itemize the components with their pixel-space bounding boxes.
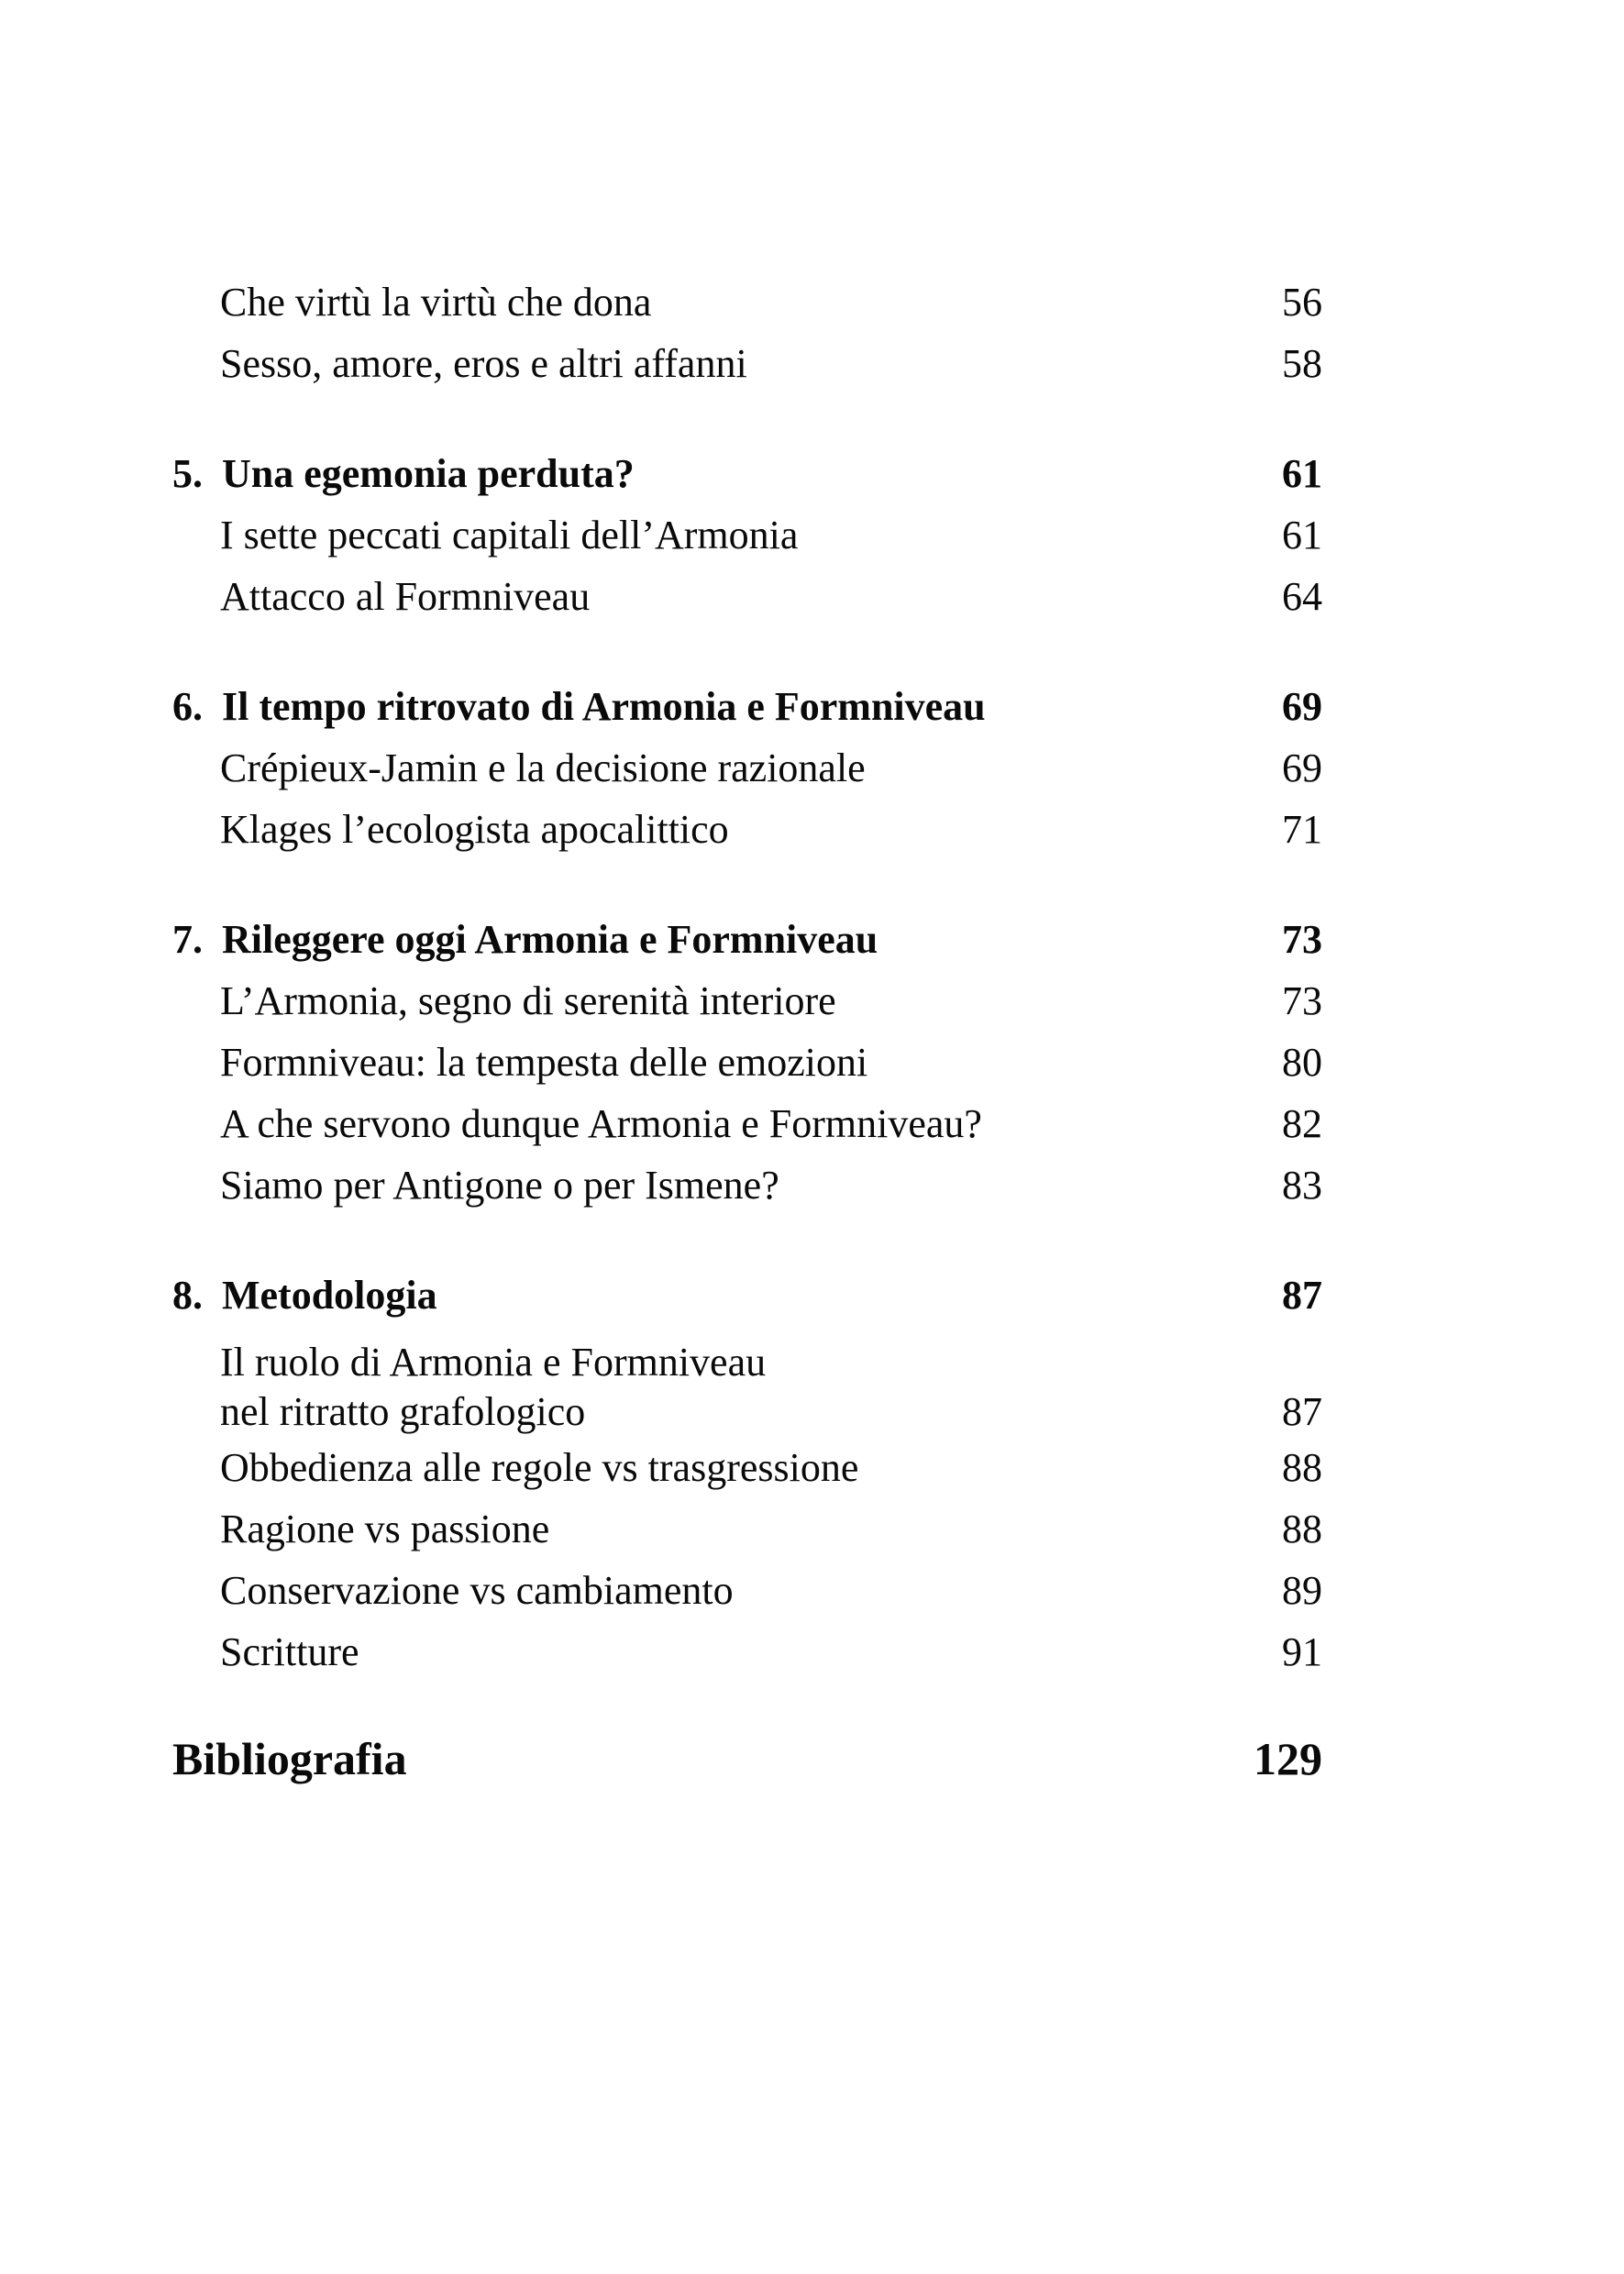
toc-entry[interactable] [172, 504, 1322, 566]
chapter-number: 8. [172, 1273, 203, 1318]
toc-chapter-5 [172, 443, 1322, 627]
chapter-title: Il tempo ritrovato di Armonia e Formniveau [222, 684, 986, 729]
bibliography-page: 129 [1254, 1733, 1322, 1784]
bibliography-entry[interactable] [172, 1728, 1322, 1790]
toc-entry[interactable] [172, 1560, 1322, 1621]
toc-entry[interactable] [172, 1093, 1322, 1154]
entry-page: 58 [1282, 341, 1322, 386]
entry-title: Formniveau: la tempesta delle emozioni [220, 1040, 868, 1085]
chapter-number: 7. [172, 917, 203, 962]
chapter-heading[interactable] [172, 1264, 1322, 1326]
chapter-heading[interactable] [172, 676, 1322, 737]
toc-entry[interactable] [172, 1032, 1322, 1093]
entry-title: Che virtù la virtù che dona [220, 280, 652, 325]
toc-entry[interactable] [172, 737, 1322, 799]
entry-title: Obbedienza alle regole vs trasgressione [220, 1445, 859, 1490]
toc-chapter-7 [172, 909, 1322, 1216]
toc-entry[interactable] [172, 566, 1322, 627]
toc-entry[interactable] [172, 970, 1322, 1032]
entry-title-line-1: Il ruolo di Armonia e Formniveau [220, 1340, 767, 1385]
chapter-heading[interactable] [172, 443, 1322, 504]
entry-page: 83 [1282, 1163, 1322, 1208]
entry-page: 61 [1282, 513, 1322, 557]
entry-title: I sette peccati capitali dell’Armonia [220, 513, 799, 557]
entry-title: Conservazione vs cambiamento [220, 1568, 734, 1613]
toc-entry[interactable] [172, 1498, 1322, 1560]
entry-title: Ragione vs passione [220, 1507, 550, 1551]
entry-title: L’Armonia, segno di serenità interiore [220, 978, 836, 1023]
toc-chapter-6 [172, 676, 1322, 860]
toc-entry-wrapped[interactable] [172, 1326, 1322, 1437]
entry-page: 56 [1282, 280, 1322, 325]
chapter-page: 69 [1282, 684, 1322, 729]
toc-entry[interactable] [172, 333, 1322, 394]
entry-page: 88 [1282, 1507, 1322, 1551]
chapter-page: 61 [1282, 451, 1322, 496]
table-of-contents [172, 271, 1322, 1790]
toc-entry[interactable] [172, 799, 1322, 860]
chapter-page: 87 [1282, 1273, 1322, 1318]
toc-entry[interactable] [172, 271, 1322, 333]
chapter-page: 73 [1282, 917, 1322, 962]
entry-title: Crépieux-Jamin e la decisione razionale [220, 745, 866, 790]
entry-title: Attacco al Formniveau [220, 574, 591, 619]
entry-page: 87 [1282, 1389, 1322, 1434]
entry-title: Sesso, amore, eros e altri affanni [220, 341, 747, 386]
bibliography-title: Bibliografia [172, 1733, 407, 1784]
entry-title: Siamo per Antigone o per Ismene? [220, 1163, 779, 1208]
chapter-title: Una egemonia perduta? [222, 451, 635, 496]
toc-entry[interactable] [172, 1154, 1322, 1216]
entry-page: 89 [1282, 1568, 1322, 1613]
chapter-number: 6. [172, 684, 203, 729]
chapter-title: Metodologia [222, 1273, 437, 1318]
entry-page: 71 [1282, 807, 1322, 852]
entry-title: Scritture [220, 1629, 359, 1674]
entry-page: 88 [1282, 1445, 1322, 1490]
entry-title: A che servono dunque Armonia e Formniveau? [220, 1101, 982, 1146]
chapter-title: Rileggere oggi Armonia e Formniveau [222, 917, 878, 962]
entry-page: 73 [1282, 978, 1322, 1023]
chapter-heading[interactable] [172, 909, 1322, 970]
chapter-number: 5. [172, 451, 203, 496]
entry-page: 80 [1282, 1040, 1322, 1085]
toc-entry[interactable] [172, 1437, 1322, 1498]
entry-title: Klages l’ecologista apocalittico [220, 807, 729, 852]
entry-page: 69 [1282, 745, 1322, 790]
entry-title-line-2: nel ritratto grafologico [220, 1389, 586, 1434]
entry-page: 82 [1282, 1101, 1322, 1146]
entry-page: 64 [1282, 574, 1322, 619]
toc-chapter-8 [172, 1264, 1322, 1683]
entry-page: 91 [1282, 1629, 1322, 1674]
toc-group-4-continued [172, 271, 1322, 394]
toc-entry[interactable] [172, 1621, 1322, 1683]
